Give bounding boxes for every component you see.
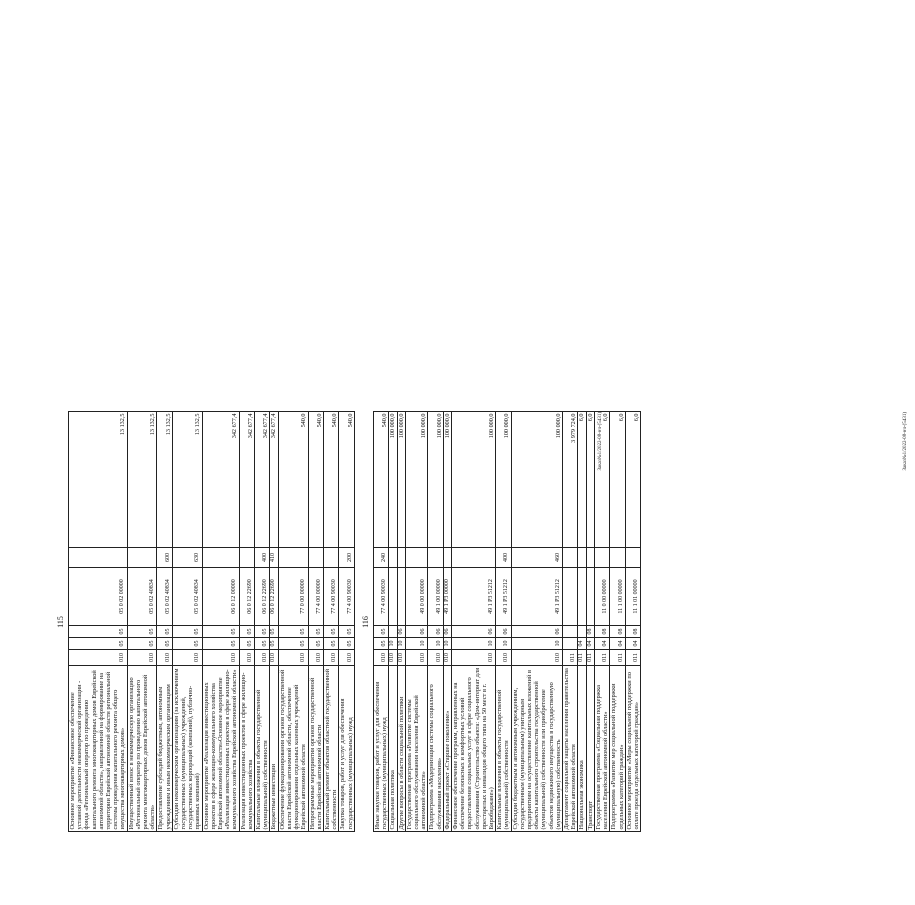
row-name-cell: Капитальные вложения в объекты государственной (муниципальной) собственности: [496, 666, 511, 832]
table-row: [172, 412, 202, 832]
amount-cell: 100 000,0: [397, 412, 405, 548]
table-row: [452, 412, 496, 832]
row-name-cell: Другие вопросы в области социальной политики: [397, 666, 405, 832]
subsection-code-cell: 06: [452, 626, 496, 638]
section-code-cell: 05: [323, 638, 338, 650]
row-name-cell: Финансовое обеспечение программ, направленных на обеспечение безопасных и комфортных условий предоставления социальных услуг в сфере социального обслуживания (Строительство объекта: «Дом-интернат для престарелых и инвалидов общего типа на 50 мест в г. Биробиджане»): [452, 666, 496, 832]
table-row: [625, 412, 640, 832]
expense-type-cell: [397, 548, 405, 568]
subsection-code-cell: 06: [511, 626, 562, 638]
subsection-code-cell: 05: [239, 626, 254, 638]
table-row: [563, 412, 578, 832]
amount-cell: 6,0: [594, 412, 609, 548]
admin-code-cell: 010: [278, 650, 308, 666]
table-row: [69, 412, 128, 832]
target-article-cell: 06 0 12 22690: [270, 568, 278, 626]
admin-code-cell: 010: [428, 650, 443, 666]
expense-type-cell: [563, 548, 578, 568]
target-article-cell: 06 0 12 00000: [202, 568, 239, 626]
target-article-cell: 05 0 02 40834: [157, 568, 172, 626]
row-name-cell: Бюджетные инвестиции: [270, 666, 278, 832]
subsection-code-cell: 06: [496, 626, 511, 638]
target-article-cell: 49 1 00 00000: [428, 568, 443, 626]
row-name-cell: Капитальный ремонт объектов областной государственной собственности: [323, 666, 338, 832]
right-page: [355, 412, 915, 832]
table-row: [339, 412, 354, 832]
row-name-cell: Субсидии бюджетным и автономным учреждениям, государственным (муниципальным) унитарным предприятиям на осуществление капитальных вложений в объекты капитального строительства государственной (муниципальной) собственности или приобретение объектов недвижимого имущества в государственную (муниципальную) собственность: [511, 666, 562, 832]
amount-cell: 100 000,0: [405, 412, 428, 548]
target-article-cell: 77 0 00 00000: [278, 568, 308, 626]
expense-type-cell: [127, 548, 157, 568]
amount-cell: 100 000,0: [389, 412, 397, 548]
expense-type-cell: 630: [172, 548, 202, 568]
target-article-cell: [397, 568, 405, 626]
section-code-cell: 05: [308, 638, 323, 650]
table-row: [278, 412, 308, 832]
expense-type-cell: [278, 548, 308, 568]
budget-table-body: [69, 412, 355, 832]
subsection-code-cell: 05: [127, 626, 157, 638]
section-code-cell: 04: [610, 638, 625, 650]
amount-cell: 6,0: [586, 412, 594, 548]
row-name-cell: Основное мероприятие «Меры социальной поддержки по оплате проезда отдельных категорий граждан»: [625, 666, 640, 832]
row-name-cell: Основное мероприятие «Финансовое обеспечение уставной деятельности некоммерческой организации - фонда «Региональный оператор по проведению капитального ремонта многоквартирных домов Еврейской автономной области», направленной на формирование на территории Еврейской автономной области региональной системы проведения капитального ремонта общего имущества многоквартирных домов»: [69, 666, 128, 832]
section-code-cell: 05: [172, 638, 202, 650]
admin-code-cell: 010: [511, 650, 562, 666]
section-code-cell: 04: [578, 638, 586, 650]
admin-code-cell: 010: [172, 650, 202, 666]
section-code-cell: 10: [496, 638, 511, 650]
subsection-code-cell: 05: [157, 626, 172, 638]
expense-type-cell: [610, 548, 625, 568]
expense-type-cell: [443, 548, 451, 568]
admin-code-cell: 011: [625, 650, 640, 666]
amount-cell: 342 677,4: [202, 412, 239, 548]
table-row: [586, 412, 594, 832]
expense-type-cell: [578, 548, 586, 568]
expense-type-cell: [594, 548, 609, 568]
admin-code-cell: 011: [563, 650, 578, 666]
expense-type-cell: [452, 548, 496, 568]
amount-cell: 100 000,0: [496, 412, 511, 548]
row-name-cell: Имущественный взнос в некоммерческую организацию «Региональный оператор по проведению капитального ремонта многоквартирных домов Еврейской автономной области»: [127, 666, 157, 832]
table-row: [405, 412, 428, 832]
admin-code-cell: 010: [270, 650, 278, 666]
amount-cell: 540,0: [323, 412, 338, 548]
table-row: [610, 412, 625, 832]
expense-type-cell: 600: [157, 548, 172, 568]
admin-code-cell: 010: [389, 650, 397, 666]
amount-cell: 342 677,4: [255, 412, 270, 548]
subsection-code-cell: 08: [586, 626, 594, 638]
amount-cell: 6,0: [578, 412, 586, 548]
admin-code-cell: 010: [127, 650, 157, 666]
target-article-cell: 05 0 02 40834: [127, 568, 157, 626]
table-row: [389, 412, 397, 832]
amount-cell: 342 677,4: [270, 412, 278, 548]
subsection-code-cell: 05: [339, 626, 354, 638]
table-row: [578, 412, 586, 832]
section-code-cell: 10: [511, 638, 562, 650]
target-article-cell: 77 4 00 90030: [323, 568, 338, 626]
row-name-cell: Подпрограмма «Развитие мер социальной поддержки отдельных категорий граждан»: [610, 666, 625, 832]
table-row: [308, 412, 323, 832]
subsection-code-cell: 06: [405, 626, 428, 638]
section-code-cell: 04: [625, 638, 640, 650]
target-article-cell: 77 4 00 90030: [339, 568, 354, 626]
row-name-cell: Иные закупки товаров, работ и услуг для обеспечения государственных (муниципальных) нужд: [374, 666, 389, 832]
expense-type-cell: [202, 548, 239, 568]
section-code-cell: 05: [339, 638, 354, 650]
section-code-cell: 05: [157, 638, 172, 650]
section-code-cell: 05: [374, 638, 389, 650]
expense-type-cell: 400: [496, 548, 511, 568]
row-name-cell: Подпрограмма «Модернизация системы социального обслуживания населения»: [428, 666, 443, 832]
subsection-code-cell: 08: [625, 626, 640, 638]
row-name-cell: Капитальные вложения в объекты государственной (муниципальной) собственности: [255, 666, 270, 832]
section-code-cell: 10: [389, 638, 397, 650]
page-number: 115: [56, 616, 65, 628]
subsection-code-cell: [389, 626, 397, 638]
row-name-cell: Транспорт: [586, 666, 594, 832]
section-code-cell: 05: [127, 638, 157, 650]
subsection-code-cell: [563, 626, 578, 638]
target-article-cell: 77 4 00 90030: [374, 568, 389, 626]
admin-code-cell: 010: [239, 650, 254, 666]
section-code-cell: 05: [202, 638, 239, 650]
amount-cell: 13 132,5: [69, 412, 128, 548]
budget-table: [373, 411, 641, 832]
amount-cell: 100 000,0: [428, 412, 443, 548]
subsection-code-cell: 06: [397, 626, 405, 638]
row-name-cell: Основное мероприятие «Реализация инвестиционных проектов в сфере жилищно-коммунального хозяйства Еврейской автономной области»Основное мероприятие «Реализация инвестиционных проектов в сфере жилищно-коммунального хозяйства Еврейской автономной области»: [202, 666, 239, 832]
target-article-cell: 49 0 00 00000: [405, 568, 428, 626]
admin-code-cell: 010: [405, 650, 428, 666]
amount-cell: 100 000,0: [452, 412, 496, 548]
subsection-code-cell: [578, 626, 586, 638]
section-code-cell: 10: [428, 638, 443, 650]
target-article-cell: 05 0 02 40834: [172, 568, 202, 626]
admin-code-cell: 011: [586, 650, 594, 666]
target-article-cell: 49 1 P3 51212: [511, 568, 562, 626]
amount-cell: 100 000,0: [443, 412, 451, 548]
table-row: [374, 412, 389, 832]
amount-cell: 6,0: [610, 412, 625, 548]
page-number: 116: [361, 616, 370, 628]
subsection-code-cell: 05: [374, 626, 389, 638]
admin-code-cell: 010: [496, 650, 511, 666]
target-article-cell: 11 0 00 00000: [594, 568, 609, 626]
row-name-cell: Национальная экономика: [578, 666, 586, 832]
admin-code-cell: 010: [308, 650, 323, 666]
expense-type-cell: [625, 548, 640, 568]
table-row: [270, 412, 278, 832]
row-name-cell: Обеспечение функционирования органов государственной власти Еврейской автономной области, обеспечение функционирования отдельных казенных учреждений Еврейской автономной области: [278, 666, 308, 832]
row-name-cell: Реализация инвестиционных проектов в сфере жилищно-коммунального хозяйства: [239, 666, 254, 832]
table-row: [428, 412, 443, 832]
expense-type-cell: [308, 548, 323, 568]
subsection-code-cell: 08: [594, 626, 609, 638]
subsection-code-cell: 08: [610, 626, 625, 638]
section-code-cell: 10: [443, 638, 451, 650]
target-article-cell: [563, 568, 578, 626]
subsection-code-cell: 05: [172, 626, 202, 638]
admin-code-cell: 010: [374, 650, 389, 666]
target-article-cell: [389, 568, 397, 626]
row-name-cell: Социальная политика: [389, 666, 397, 832]
subsection-code-cell: 05: [278, 626, 308, 638]
amount-cell: 540,0: [278, 412, 308, 548]
subsection-code-cell: 05: [255, 626, 270, 638]
admin-code-cell: 010: [157, 650, 172, 666]
section-code-cell: 05: [278, 638, 308, 650]
subsection-code-cell: 05: [270, 626, 278, 638]
admin-code-cell: 011: [578, 650, 586, 666]
row-name-cell: Непрограммные мероприятия органов государственной власти Еврейской автономной области: [308, 666, 323, 832]
table-row: [202, 412, 239, 832]
budget-table-body: [374, 412, 641, 832]
subsection-code-cell: 06: [443, 626, 451, 638]
amount-cell: 540,0: [339, 412, 354, 548]
expense-type-cell: [239, 548, 254, 568]
row-name-cell: Закупка товаров, работ и услуг для обеспечения государственных (муниципальных) нужд: [339, 666, 354, 832]
expense-type-cell: [389, 548, 397, 568]
expense-type-cell: 240: [374, 548, 389, 568]
print-order-footer: Заказ№1/2022-08-нч-(5431): [903, 412, 908, 471]
row-name-cell: Государственная программа «Развитие системы социального обслуживания населения Еврейской автономной области»: [405, 666, 428, 832]
row-name-cell: Федеральный проект «Старшее поколение»: [443, 666, 451, 832]
admin-code-cell: 011: [594, 650, 609, 666]
amount-cell: 100 000,0: [511, 412, 562, 548]
expense-type-cell: 410: [270, 548, 278, 568]
subsection-code-cell: 05: [69, 626, 128, 638]
amount-cell: 540,0: [374, 412, 389, 548]
admin-code-cell: 010: [452, 650, 496, 666]
amount-cell: 6,0: [625, 412, 640, 548]
target-article-cell: 11 1 01 00000: [625, 568, 640, 626]
amount-cell: 540,0: [308, 412, 323, 548]
table-row: [496, 412, 511, 832]
row-name-cell: Субсидии некоммерческим организациям (за исключением государственных (муниципальных) учреждений, государственных корпораций (компаний), публично-правовых компаний): [172, 666, 202, 832]
expense-type-cell: [69, 548, 128, 568]
table-row: [127, 412, 157, 832]
row-name-cell: Государственная программа «Социальная поддержка населения Еврейской автономной области»: [594, 666, 609, 832]
amount-cell: 13 132,5: [157, 412, 172, 548]
admin-code-cell: 010: [255, 650, 270, 666]
section-code-cell: 05: [69, 638, 128, 650]
admin-code-cell: 010: [202, 650, 239, 666]
amount-cell: 3 979 724,0: [563, 412, 578, 548]
amount-cell: 13 132,5: [172, 412, 202, 548]
admin-code-cell: 010: [339, 650, 354, 666]
expense-type-cell: 400: [255, 548, 270, 568]
expense-type-cell: 460: [511, 548, 562, 568]
section-code-cell: 04: [594, 638, 609, 650]
subsection-code-cell: 06: [428, 626, 443, 638]
section-code-cell: [563, 638, 578, 650]
table-row: [323, 412, 338, 832]
section-code-cell: 05: [255, 638, 270, 650]
target-article-cell: 49 1 P3 51212: [452, 568, 496, 626]
expense-type-cell: [586, 548, 594, 568]
section-code-cell: 10: [397, 638, 405, 650]
row-name-cell: Департамент социальной защиты населения правительства Еврейской автономной области: [563, 666, 578, 832]
admin-code-cell: 010: [397, 650, 405, 666]
table-row: [443, 412, 451, 832]
section-code-cell: 05: [239, 638, 254, 650]
section-code-cell: 10: [405, 638, 428, 650]
table-row: [594, 412, 609, 832]
section-code-cell: 05: [270, 638, 278, 650]
target-article-cell: 05 0 02 00000: [69, 568, 128, 626]
subsection-code-cell: 05: [202, 626, 239, 638]
subsection-code-cell: 05: [308, 626, 323, 638]
table-row: [511, 412, 562, 832]
print-order-footer: Заказ№1/2022-08-нч-(5431): [598, 412, 603, 471]
expense-type-cell: [323, 548, 338, 568]
section-code-cell: 10: [452, 638, 496, 650]
section-code-cell: 04: [586, 638, 594, 650]
admin-code-cell: 010: [443, 650, 451, 666]
admin-code-cell: 010: [69, 650, 128, 666]
amount-cell: 13 132,5: [127, 412, 157, 548]
expense-type-cell: [405, 548, 428, 568]
target-article-cell: 49 1 P3 00000: [443, 568, 451, 626]
target-article-cell: [586, 568, 594, 626]
target-article-cell: 77 4 00 00000: [308, 568, 323, 626]
target-article-cell: 06 0 12 22690: [255, 568, 270, 626]
table-row: [255, 412, 270, 832]
budget-table: [68, 411, 355, 832]
target-article-cell: 06 0 12 22690: [239, 568, 254, 626]
row-name-cell: Предоставление субсидий бюджетным, автономным учреждениям и иным некоммерческим организациям: [157, 666, 172, 832]
target-article-cell: 49 1 P3 51212: [496, 568, 511, 626]
subsection-code-cell: 05: [323, 626, 338, 638]
expense-type-cell: [428, 548, 443, 568]
table-row: [239, 412, 254, 832]
table-row: [157, 412, 172, 832]
admin-code-cell: 010: [323, 650, 338, 666]
expense-type-cell: 200: [339, 548, 354, 568]
target-article-cell: [578, 568, 586, 626]
target-article-cell: 11 1 00 00000: [610, 568, 625, 626]
table-row: [397, 412, 405, 832]
amount-cell: 342 677,4: [239, 412, 254, 548]
admin-code-cell: 011: [610, 650, 625, 666]
